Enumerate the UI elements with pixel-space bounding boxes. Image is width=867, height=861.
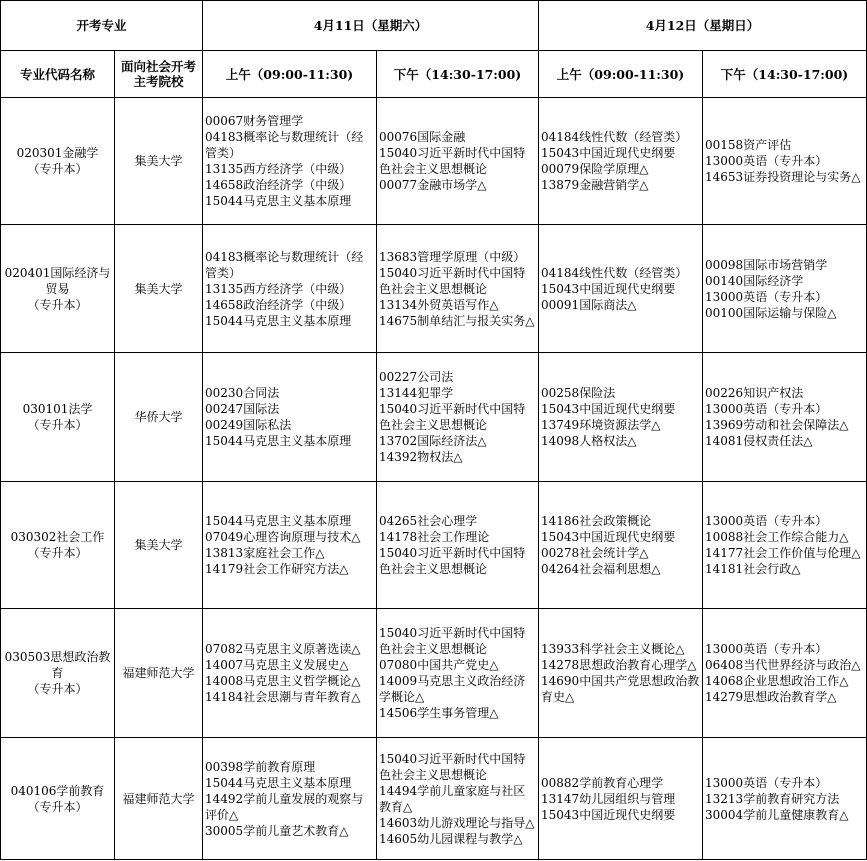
- code-name-header: 专业代码名称: [1, 51, 115, 98]
- course-item: 13144犯罪学: [379, 386, 454, 400]
- school-name: 福建师范大学: [122, 666, 195, 680]
- major-text: （专升本）: [27, 799, 88, 814]
- major-cell: [1, 225, 115, 353]
- major-text: 020301金融学: [16, 146, 99, 160]
- course-item: 00249国际私法: [205, 418, 292, 432]
- course-item: 14177社会工作价值与伦理△: [705, 546, 861, 560]
- course-item: 00227公司法: [379, 370, 454, 384]
- course-item: 14007马克思主义发展史△: [205, 658, 349, 672]
- course-item: 15043中国近现代史纲要: [541, 146, 676, 160]
- course-item: 13969劳动和社会保障法△: [705, 418, 849, 432]
- course-item: 15044马克思主义基本原理: [205, 434, 352, 448]
- day2-am-header: 上午（09:00-11:30): [539, 51, 703, 98]
- course-item: 14184社会思潮与青年教育△: [205, 690, 361, 704]
- course-item: 15044马克思主义基本原理: [205, 775, 352, 790]
- major-text: 040106学前教育: [10, 783, 105, 798]
- day1-am-header: 上午（09:00-11:30): [203, 51, 377, 98]
- course-item: 14603幼儿游戏理论与指导△: [379, 815, 535, 830]
- course-item: 14494学前儿童家庭与社区教育△: [379, 783, 526, 814]
- school-header: 面向社会开考主考院校: [115, 51, 203, 98]
- course-item: 30005学前儿童艺术教育△: [205, 823, 349, 838]
- table-row: [1, 98, 867, 225]
- course-item: 14098人格权法△: [541, 434, 637, 448]
- course-item: 15043中国近现代史纲要: [541, 402, 676, 416]
- course-item: 00067财务管理学: [205, 114, 304, 128]
- course-item: 14506学生事务管理△: [379, 706, 499, 720]
- day1-pm-cell: [377, 225, 539, 353]
- course-item: 13135西方经济学（中级）: [205, 281, 352, 296]
- course-item: 15043中国近现代史纲要: [541, 530, 676, 544]
- day1-pm-header: 下午（14:30-17:00): [377, 51, 539, 98]
- course-item: 00079保险学原理△: [541, 162, 649, 176]
- major-cell: [1, 353, 115, 482]
- major-cell: [1, 609, 115, 738]
- course-item: 00076国际金融: [379, 130, 466, 144]
- course-item: 13933科学社会主义概论△: [541, 642, 685, 656]
- school-name: 集美大学: [134, 281, 183, 296]
- course-item: 14186社会政策概论: [541, 514, 652, 528]
- day1-pm-cell: [377, 353, 539, 482]
- course-item: 14690中国共产党思想政治教育史△: [541, 674, 700, 704]
- day1-pm-cell: [377, 738, 539, 860]
- course-item: 15044马克思主义基本原理: [205, 194, 352, 208]
- course-item: 14178社会工作理论: [379, 530, 490, 544]
- course-item: 13134外贸英语写作△: [379, 297, 499, 312]
- course-item: 30004学前儿童健康教育△: [705, 807, 849, 822]
- course-item: 15040习近平新时代中国特色社会主义思想概论: [379, 402, 526, 432]
- course-item: 13000英语（专升本）: [705, 642, 828, 656]
- course-item: 13879金融营销学△: [541, 178, 649, 192]
- course-item: 00140国际经济学: [705, 273, 804, 288]
- day1-pm-cell: [377, 609, 539, 738]
- course-item: 13683管理学原理（中级）: [379, 249, 526, 264]
- day2-pm-cell: [703, 738, 867, 860]
- course-item: 13000英语（专升本）: [705, 514, 828, 528]
- school-cell: [115, 482, 203, 609]
- course-item: 14279思想政治教育学△: [705, 690, 837, 704]
- course-item: 04183概率论与数理统计（经管类）: [205, 130, 364, 160]
- course-item: 14675制单结汇与报关实务△: [379, 313, 535, 328]
- major-cell: [1, 482, 115, 609]
- day2-pm-cell: [703, 98, 867, 225]
- course-item: 00091国际商法△: [541, 297, 637, 312]
- course-item: 04265社会心理学: [379, 514, 478, 528]
- course-item: 04184线性代数（经管类）: [541, 265, 688, 280]
- course-item: 06408当代世界经济与政治△: [705, 658, 861, 672]
- course-item: 15040习近平新时代中国特色社会主义思想概论: [379, 146, 526, 176]
- course-item: 14278思想政治教育心理学△: [541, 658, 697, 672]
- course-item: 13000英语（专升本）: [705, 154, 828, 168]
- course-item: 04264社会福利思想△: [541, 562, 661, 576]
- major-text: （专升本）: [27, 682, 88, 696]
- course-item: 00258保险法: [541, 386, 616, 400]
- school-name: 华侨大学: [134, 410, 183, 424]
- day2-pm-header: 下午（14:30-17:00): [703, 51, 867, 98]
- school-name: 福建师范大学: [122, 791, 195, 806]
- course-item: 00158资产评估: [705, 138, 792, 152]
- course-item: 04183概率论与数理统计（经管类）: [205, 249, 364, 280]
- course-item: 15044马克思主义基本原理: [205, 514, 352, 528]
- course-item: 13135西方经济学（中级）: [205, 162, 352, 176]
- course-item: 13749环境资源法学△: [541, 418, 661, 432]
- header-row-2: [1, 51, 867, 98]
- course-item: 13000英语（专升本）: [705, 402, 828, 416]
- day1-am-cell: [203, 353, 377, 482]
- course-item: 14658政治经济学（中级）: [205, 297, 352, 312]
- course-item: 07080中国共产党史△: [379, 658, 499, 672]
- day1-am-cell: [203, 738, 377, 860]
- course-item: 07082马克思主义原著选读△: [205, 642, 361, 656]
- day1-pm-cell: [377, 98, 539, 225]
- day1-am-cell: [203, 482, 377, 609]
- school-cell: [115, 98, 203, 225]
- course-item: 00226知识产权法: [705, 386, 804, 400]
- day1-header: 4月11日（星期六）: [203, 1, 539, 51]
- day2-am-cell: [539, 738, 703, 860]
- major-text: （专升本）: [27, 162, 88, 176]
- course-item: 00100国际运输与保险△: [705, 305, 837, 320]
- day1-am-cell: [203, 98, 377, 225]
- course-item: 14181社会行政△: [705, 562, 801, 576]
- day2-am-cell: [539, 482, 703, 609]
- day1-am-cell: [203, 609, 377, 738]
- day2-pm-cell: [703, 353, 867, 482]
- school-cell: [115, 353, 203, 482]
- course-item: 14179社会工作研究方法△: [205, 562, 349, 576]
- major-text: 030101法学: [22, 402, 93, 416]
- table-row: [1, 738, 867, 860]
- course-item: 14392物权法△: [379, 450, 463, 464]
- major-text: 030302社会工作: [10, 530, 105, 544]
- course-item: 00098国际市场营销学: [705, 257, 828, 272]
- major-group-header: 开考专业: [1, 1, 203, 51]
- school-cell: [115, 738, 203, 860]
- course-item: 14009马克思主义政治经济学概论△: [379, 674, 526, 704]
- school-name: 集美大学: [134, 538, 183, 552]
- school-cell: [115, 225, 203, 353]
- course-item: 15040习近平新时代中国特色社会主义思想概论: [379, 546, 526, 576]
- school-name: 集美大学: [134, 154, 183, 168]
- course-item: 04184线性代数（经管类）: [541, 130, 688, 144]
- major-cell: [1, 738, 115, 860]
- course-item: 14068企业思想政治工作△: [705, 674, 849, 688]
- day2-pm-cell: [703, 225, 867, 353]
- course-item: 00882学前教育心理学: [541, 775, 664, 790]
- course-item: 14492学前儿童发展的观察与评价△: [205, 791, 364, 822]
- day1-pm-cell: [377, 482, 539, 609]
- day1-am-cell: [203, 225, 377, 353]
- school-cell: [115, 609, 203, 738]
- course-item: 15040习近平新时代中国特色社会主义思想概论: [379, 626, 526, 656]
- day2-header: 4月12日（星期日）: [539, 1, 867, 51]
- course-item: 15040习近平新时代中国特色社会主义思想概论: [379, 265, 526, 296]
- course-item: 13000英语（专升本）: [705, 775, 828, 790]
- day2-pm-cell: [703, 609, 867, 738]
- table-row: [1, 225, 867, 353]
- course-item: 00278社会统计学△: [541, 546, 649, 560]
- day2-am-cell: [539, 353, 703, 482]
- course-item: 10088社会工作综合能力△: [705, 530, 849, 544]
- major-text: （专升本）: [27, 418, 88, 432]
- course-item: 14605幼儿园课程与教学△: [379, 831, 523, 846]
- course-item: 13213学前教育研究方法: [705, 791, 840, 806]
- day2-pm-cell: [703, 482, 867, 609]
- course-item: 15040习近平新时代中国特色社会主义思想概论: [379, 751, 526, 782]
- major-text: （专升本）: [27, 297, 88, 312]
- major-cell: [1, 98, 115, 225]
- course-item: 13147幼儿园组织与管理: [541, 791, 676, 806]
- course-item: 00398学前教育原理: [205, 759, 316, 774]
- course-item: 14008马克思主义哲学概论△: [205, 674, 361, 688]
- table-row: [1, 609, 867, 738]
- major-text: 020401国际经济与贸易: [4, 265, 111, 296]
- course-item: 15043中国近现代史纲要: [541, 807, 676, 822]
- course-item: 15043中国近现代史纲要: [541, 281, 676, 296]
- day2-am-cell: [539, 225, 703, 353]
- course-item: 14653证券投资理论与实务△: [705, 170, 861, 184]
- course-item: 07049心理咨询原理与技术△: [205, 530, 361, 544]
- course-item: 00077金融市场学△: [379, 178, 487, 192]
- course-item: 14081侵权责任法△: [705, 434, 813, 448]
- course-item: 13702国际经济法△: [379, 434, 487, 448]
- course-item: 13813家庭社会工作△: [205, 546, 325, 560]
- major-text: 030503思想政治教育: [4, 650, 111, 680]
- major-text: （专升本）: [27, 546, 88, 560]
- course-item: 00247国际法: [205, 402, 280, 416]
- day2-am-cell: [539, 609, 703, 738]
- table-row: [1, 353, 867, 482]
- course-item: 15044马克思主义基本原理: [205, 313, 352, 328]
- day2-am-cell: [539, 98, 703, 225]
- table-row: [1, 482, 867, 609]
- header-row-1: [1, 1, 867, 51]
- course-item: 13000英语（专升本）: [705, 289, 828, 304]
- course-item: 14658政治经济学（中级）: [205, 178, 352, 192]
- course-item: 00230合同法: [205, 386, 280, 400]
